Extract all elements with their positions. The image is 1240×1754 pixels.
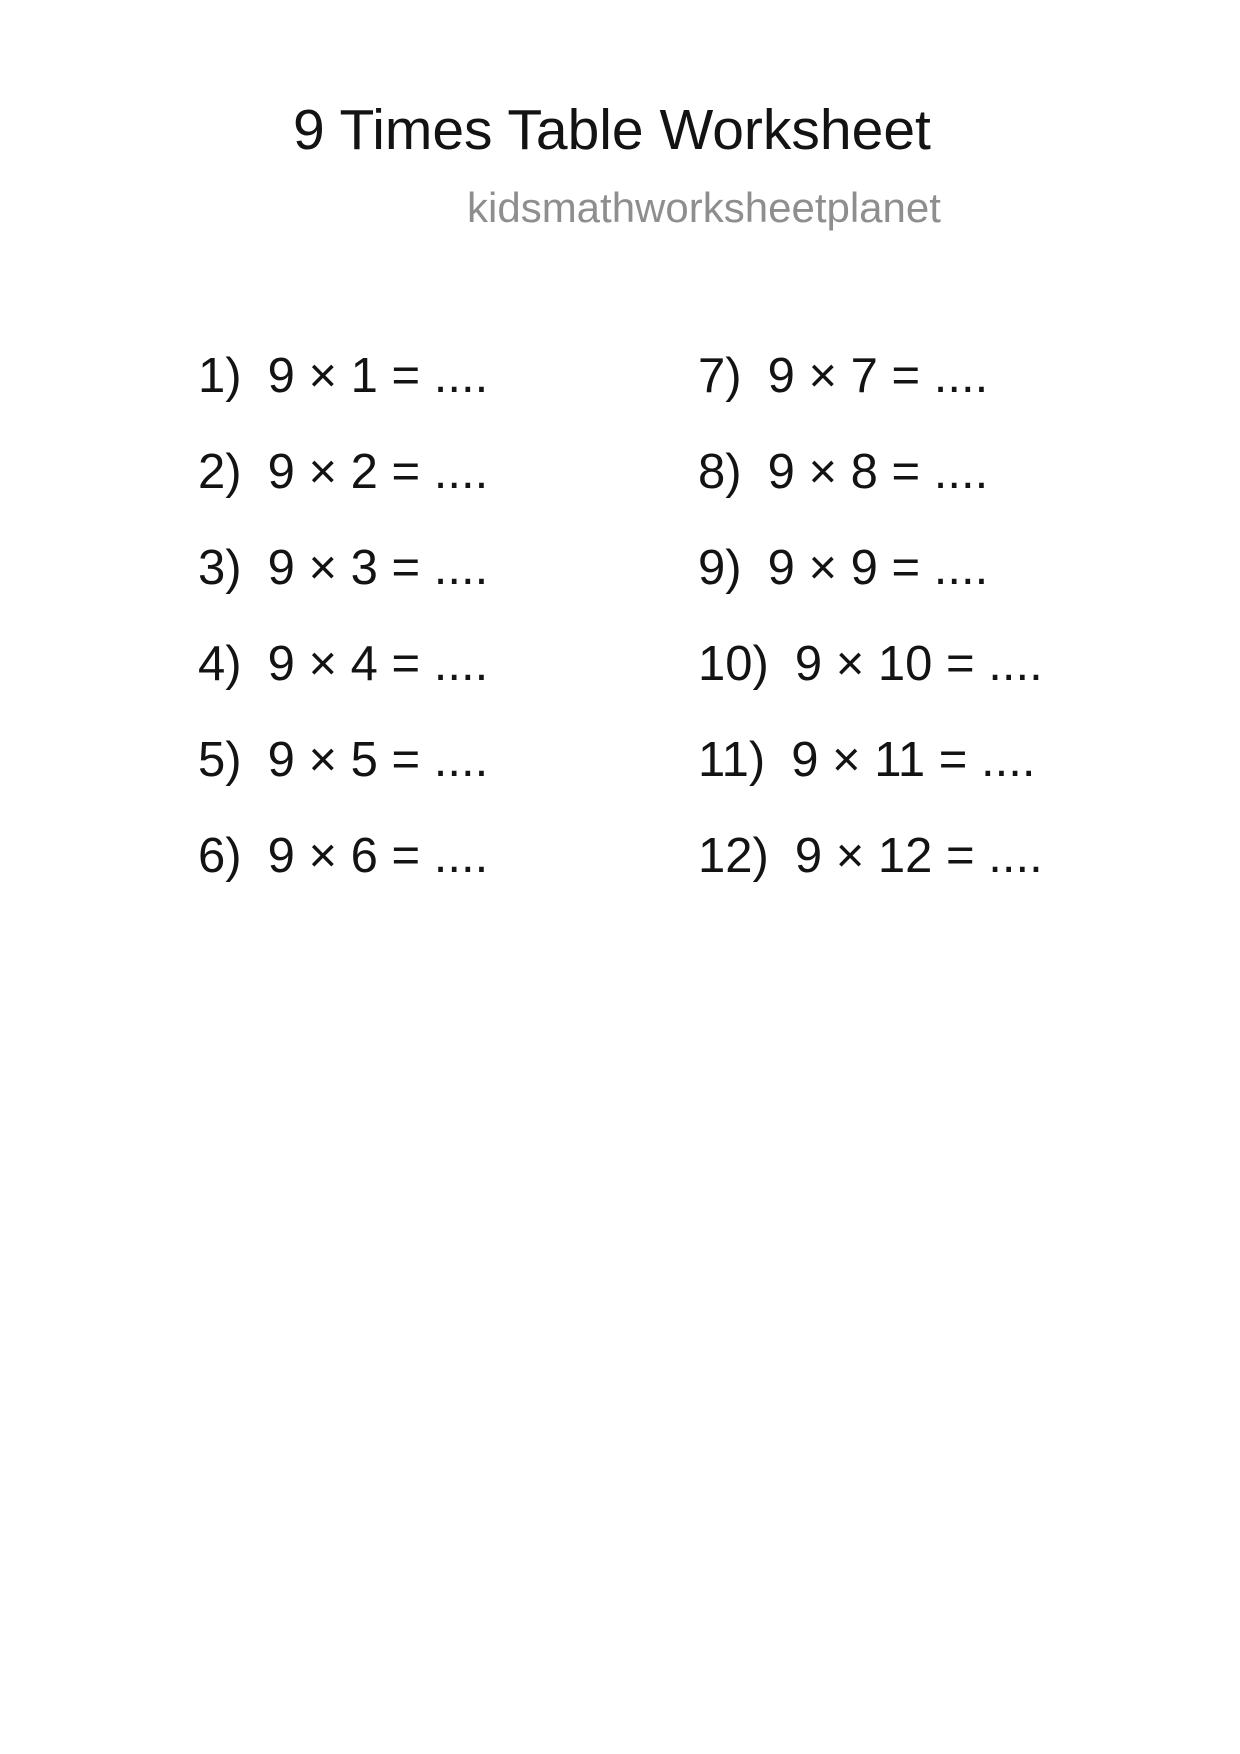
problem-expression: 9 × 6 = ....	[267, 829, 489, 883]
problem-expression: 9 × 11 = ....	[791, 733, 1036, 787]
problem-row	[698, 712, 1043, 808]
problem-row	[698, 328, 1043, 424]
problem-expression: 9 × 9 = ....	[767, 541, 989, 595]
problem-number: 10)	[698, 637, 769, 691]
problem-number: 4)	[198, 637, 242, 691]
problem-row	[698, 424, 1043, 520]
problem-expression: 9 × 4 = ....	[267, 637, 489, 691]
problem-row	[698, 520, 1043, 616]
problem-expression: 9 × 3 = ....	[267, 541, 489, 595]
problem-number: 6)	[198, 829, 242, 883]
problem-number: 2)	[198, 445, 242, 499]
problem-row	[698, 616, 1043, 712]
problem-number: 3)	[198, 541, 242, 595]
problem-number: 1)	[198, 349, 242, 403]
problem-number: 11)	[698, 733, 766, 787]
problem-number: 8)	[698, 445, 742, 499]
problem-expression: 9 × 12 = ....	[794, 829, 1043, 883]
page-title: 9 Times Table Worksheet	[293, 98, 931, 162]
problem-row	[198, 808, 488, 904]
problem-expression: 9 × 10 = ....	[794, 637, 1043, 691]
problem-expression: 9 × 1 = ....	[267, 349, 489, 403]
problems-column-right	[698, 328, 1043, 904]
problem-row	[198, 712, 488, 808]
problem-number: 5)	[198, 733, 242, 787]
problem-row	[698, 808, 1043, 904]
problem-number: 7)	[698, 349, 742, 403]
problem-expression: 9 × 8 = ....	[767, 445, 989, 499]
problem-expression: 9 × 2 = ....	[267, 445, 489, 499]
problems-column-left	[198, 328, 488, 904]
problem-expression: 9 × 5 = ....	[267, 733, 489, 787]
problem-row	[198, 328, 488, 424]
brand-watermark: kidsmathworksheetplanet	[467, 184, 941, 231]
problem-row	[198, 520, 488, 616]
problem-number: 12)	[698, 829, 769, 883]
problem-expression: 9 × 7 = ....	[767, 349, 989, 403]
problem-row	[198, 424, 488, 520]
problem-number: 9)	[698, 541, 742, 595]
problem-row	[198, 616, 488, 712]
